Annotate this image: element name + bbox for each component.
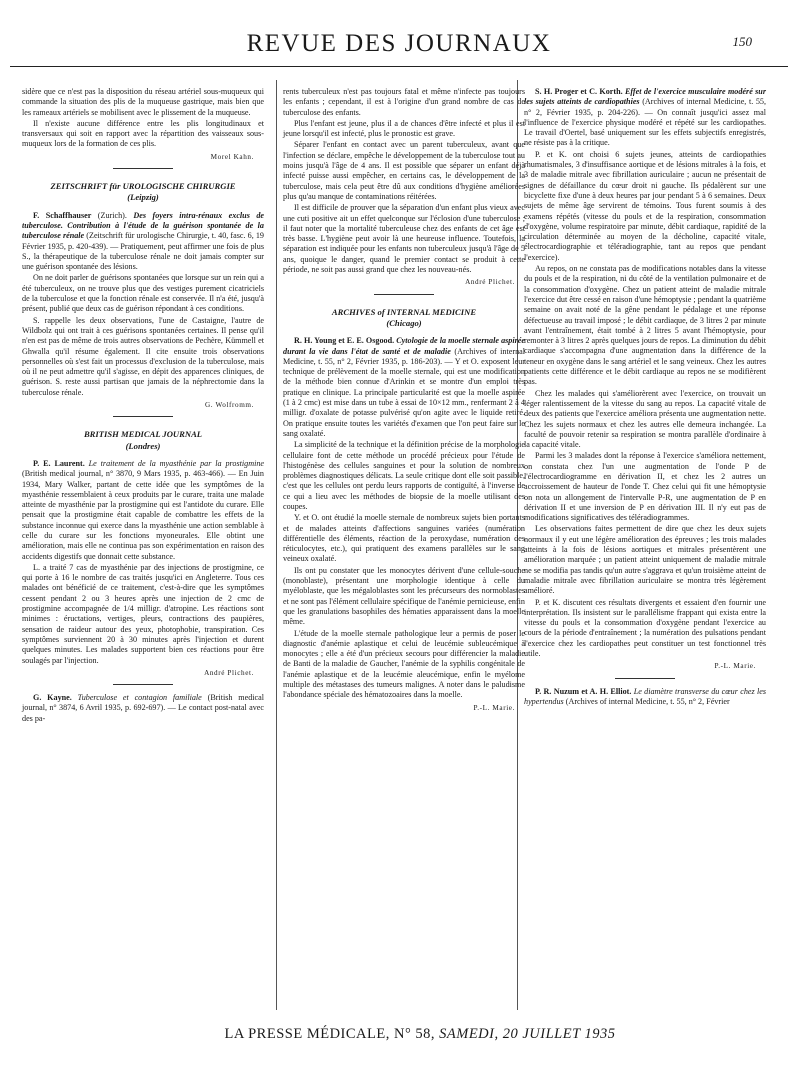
paragraph: On ne doit parler de guérisons spontanées que lorsque sur un rein qui a été tuberculeux, on ne trouve plus que des vestiges purement cicatriciels de la tuberculose et que la fonction rénale est conservée. Il n'a été, jusqu'à présent, publié que deux cas de guérison répondant à ces conditions. [22,273,264,314]
journal-name: ARCHIVES of INTERNAL MEDICINE [331,306,477,317]
article-author: R. H. Young et E. E. Osgood. [294,336,395,346]
journal-city: (Londres) [125,440,161,451]
footer-publication: LA PRESSE MÉDICALE, N° 58, [224,1026,440,1042]
article [524,87,766,659]
paragraph: S. rappelle les deux observations, l'une de Castaigne, l'autre de Wildbolz qui ont trait à ces guérisons spontanées certaines. Il pense qu'il n'en est pas de même de trois autres observations de Pechère, Kümmell et Ghwalla qu'il résume également. Il cite ensuite trois observations personnelles où s'est fait un processus d'exclusion de la tuberculose, mais où il ne peut admettre qu'il s'agisse, en dépit des apparences cliniques, de guérison. S. reste aussi partisan que jamais de la néphrectomie dans la tuberculose rénale. [22,315,264,397]
divider [113,684,173,685]
journal-city: (Chicago) [386,317,422,328]
article-author: P. R. Nuzum et A. H. Elliot. [535,686,632,696]
article-text: (Archives of internal Medicine, t. 55, n° 2, Février 1935, p. 186-203). — Y et O. exposent leur technique de prélèvement de la moelle sternale, qui est une modification de la méthode bien connue d'Arinkin et se montre d'un emploi très pratique en clinique. La principale particularité est que la moelle aspirée (1 à 2 cmc) est mise dans un tube à essai de 10×12 mm., renfermant 2 à 4 milligr. d'oxalate de potasse pulvérisé qu'on agite avec le liquide retiré. On pratique ensuite toutes les variétés d'examen que l'on peut faire sur le sang oxalaté. [283,346,525,438]
column-right [524,87,766,708]
paragraph: Plus l'enfant est jeune, plus il a de chances d'être infecté et plus il est jeune lorsqu'il est infecté, plus le pronostic est grave. [283,118,525,139]
journal-section-title: REVUE DES JOURNAUX [246,30,552,57]
paragraph: Au repos, on ne constata pas de modifications notables dans la vitesse du pouls et de la respiration, ni du côté de la ventilation pulmonaire et de la consommation d'oxygène. Chez un patient atteint de maladie mitrale l'exercice dut être cessé en raison d'une hémoptysie ; pendant la quatrième semaine on avait noté de la gêne pendant le pédalage et une réponse défectueuse au travail imposé ; le débit cardiaque, de 3 litres 2 par minute avant l'entraînement, était tombé à 2 litres 5 avant l'hémoptysie, pour remonter à 3 litres 2 après quelques jours de repos. La diminution du débit cardiaque s'accompagna d'une augmentation dans la différence de la teneur en oxygène dans le sang artériel et le sang veineux. Chez les autres patients cette différence et le débit cardiaque au repos ne se modifièrent pas. [524,264,766,387]
article-location: (Zurich). [91,210,134,220]
paragraph: Parmi les 3 malades dont la réponse à l'exercice s'améliora nettement, on constata chez l'un une augmentation de l'onde P de l'électrocardiogramme en dérivation II, et chez les 2 autres un accroissement de hauteur de l'onde T. Chez celui qui fit une hémoptysie on nota un allongement de l'intervalle P-R, une augmentation de P en dérivation II et une inversion de P en dérivation III. Il n'y eut pas de modifications significatives des téléradiogrammes. [524,451,766,523]
article-text: (British medical journal, n° 3870, 9 Mars 1935, p. 463-466). — En Juin 1934, Mary Walker, partant de cette idée que les symptômes de la myasthénie ressemblaient à ceux produits par le curare, traita une malade atteinte de myasthénie par la prostigmine qui est l'antidote du curare. Elle pensait que la prostigmine était capable de combattre les effets de la substance inconnue qui exerce dans la myasthénie une action semblable à celle du curare sur les fonctions myoneurales. Elle obtint une amélioration, mais elle ne continua pas son expérimentation en raison des accidents digestifs que donnait cette substance. [22,469,264,561]
article-author: G. Kayne. [33,693,72,703]
article-author: F. Schaffhauser [33,210,92,220]
paragraph: L'étude de la moelle sternale pathologique leur a permis de poser le diagnostic d'anémie aplastique et celui de leucémie subleucémique à monocytes ; elle a été d'un précieux secours pour différencier la maladie de Banti de la maladie de Gaucher, l'anémie de la syphilis congénitale de l'anémie aplastique et de la leucémie aleucémique, enfin le myélome multiple des métastases des tumeurs malignes. A noter dans le paludisme l'abondance spéciale des hématozoaires dans la moelle. [283,628,525,700]
article-text: (Archives of internal Medicine, t. 55, n° 2, Février 1935, p. 204-226). — On connaît jusqu'ici assez mal l'influence de l'exercice physique modéré et répété sur les cardiopathes. Le travail d'Oertel, basé uniquement sur les effets subjectifs enregistrés, ne résiste pas à la critique. [524,97,766,148]
article-text: (Zeitschrift für urologische Chirurgie, t. 40, fasc. 6, 19 Février 1935, p. 420-439). — Pratiquement, peut affirmer une fois de plus S., la thérapeutique de la tuberculose rénale ne doit jamais compter sur une guérison spontanée des lésions. [22,231,264,272]
article-title: Des foyers intra-rénaux exclus de tuberculose. Contribution à l'étude de la guérison spontanée de la tuberculose rénale [22,210,265,241]
paragraph: Il est difficile de prouver que la séparation d'un enfant plus vieux avec une cuti positive ait un effet quelconque sur l'éclosion d'une tuberculose ; il faut noter que la mortalité tuberculeuse chez des enfants de cet âge est très basse. L'hygiène peut avoir là une heureuse influence. Toutefois, la séparation est indiquée pour les enfants non tuberculeux jusqu'à l'âge de 5 ans, quoique le danger, quand le premier contact se produit à cette période, ne soit pas aussi grand que chez les nouveau-nés. [283,203,525,275]
article-title: Tuberculose et contagion familiale [71,693,202,703]
article-author: P. E. Laurent. [33,458,85,468]
paragraph: P. et K. discutent ces résultats divergents et essaient d'en fournir une interprétation. Ils insistent sur le parallélisme frappant qui exista entre la vitesse du pouls et la consommation d'oxygène pendant l'exercice au cours de la période d'entraînement ; la numération des pulsations pendant l'exercice chez les cardiopathes peut constituer un test fonctionnel très utile. [524,597,766,659]
page-header [10,28,788,67]
article-title: Effet de l'exercice musculaire modéré sur les sujets atteints de cardiopathies [524,87,766,107]
author-signature: André Plichet. [465,278,515,287]
article-author: S. H. Proger et C. Korth. [535,87,623,96]
journal-name: ZEITSCHRIFT für UROLOGISCHE CHIRURGIE [50,181,236,192]
article-text: (British medical journal, n° 3874, 6 Avril 1935, p. 692-697). — Le contact post-natal avec des pa- [22,693,265,723]
author-signature: G. Wolfromm. [204,401,254,410]
paragraph: Il n'existe aucune différence entre les plis longitudinaux et transversaux qui soit en rapport avec la répartition des vaisseaux sous-muqueux lors de la formation de ces plis. [22,118,264,149]
article-title: Le traitement de la myasthénie par la prostigmine [84,458,264,468]
paragraph: Y. et O. ont étudié la moelle sternale de nombreux sujets bien portants et de malades atteints d'affections sanguines variées (numération différentielle des éléments, réaction de la peroxydase, numération des réticulocytes, etc.), qui pratiquent des examens parallèles sur le sang veineux oxalaté. [283,513,525,564]
paragraph: L. a traité 7 cas de myasthénie par des injections de prostigmine, ce qui porte à 16 le nombre de cas traités jusqu'ici en Angleterre. Tous ces malades ont bénéficié de ce traitement, c'est-à-dire que les symptômes cessent pendant 2 ou 3 heures après une injection de 2 cmc de prostigmine accompagnée de 1/4 milligr. d'atropine. Les réactions sont minimes : éructations, vertiges, pleurs, contractions des paupières, sensation de raideur autour des yeux, photophobie, transpiration. Ces symptômes surviennent 20 à 30 minutes après l'injection et durent quelques minutes. Les malades supportent bien ces réactions pour être soulagés par l'injection. [22,562,264,665]
column-divider [276,80,277,1010]
footer-date: SAMEDI, 20 JUILLET 1935 [439,1026,616,1042]
article [283,336,525,700]
column-left [22,87,264,725]
author-signature: André Plichet. [204,668,254,677]
paragraph: Séparer l'enfant en contact avec un parent tuberculeux, avant que l'infection se déclare, empêche le développement de la tuberculose tout au moins jusqu'à l'âge de 4 ans. Il est possible que séparer un enfant déjà infecté puisse aussi empêcher, en certains cas, le développement de la tuberculose, mais cela peut être dû aux conditions d'hygiène améliorées plus qu'au manque de contaminations réitérées. [283,140,525,201]
divider [113,168,173,169]
journal-name: BRITISH MEDICAL JOURNAL [83,429,203,440]
author-signature: P.-L. Marie. [473,703,515,712]
article-title: Cytologie de la moelle sternale aspirée durant la vie dans l'état de santé et de maladie [283,336,525,356]
article [22,693,264,724]
paragraph: La simplicité de la technique et la définition précise de la morphologie cellulaire font de cette méthode un procédé précieux pour l'étude de l'histogénèse des cellules sanguines et pour la solution de nombreux problèmes diagnostiques délicats. La seule critique dont elle soit passible, c'est que les cellules ont perdu leurs rapports de contiguïté, à l'inverse de ce qui a lieu avec les méthodes de biopsie de la moelle utilisant des coupes. [283,440,525,511]
article [22,459,264,666]
divider [113,416,173,417]
paragraph: Chez les malades qui s'améliorèrent avec l'exercice, on trouvait un léger ralentissement de la vitesse du sang au repos. La capacité vitale de deux des patients que l'exercice améliora présenta une augmentation nette. Chez les sujets normaux et chez les autres elle demeura inchangée. La faculté de pouvoir retenir sa respiration se montra parallèle d'ordinaire à la capacité vitale. [524,388,766,450]
paragraph: Ils ont pu constater que les monocytes dérivent d'une cellule-souche (monoblaste), présentant une morphologie identique à celle du myéloblaste, que les mégaloblastes sont les précurseurs des normoblastes et ne sont pas l'élément cellulaire spécifique de l'anémie pernicieuse, enfin que les granulations basophiles des hématies apparaissent dans la moelle même. [283,565,525,627]
divider [374,294,434,295]
article-title: Le diamètre transverse du cœur chez les hypertendus [524,686,766,706]
author-signature: Morel Kahn. [210,152,254,161]
author-signature: P.-L. Marie. [714,662,756,671]
paragraph: Les observations faites permettent de dire que chez les deux sujets normaux il y eut une légère amélioration des épreuves ; les trois malades atteints à la fois de lésions aortiques et mitrales présentèrent une amélioration marquée ; un patient atteint uniquement de maladie mitrale ne se modifia pas tandis qu'un autre s'aggrava et qu'un troisième atteint de maladie mitrale avec fibrillation auriculaire se montra très légèrement amélioré. [524,524,766,596]
paragraph: P. et K. ont choisi 6 sujets jeunes, atteints de cardiopathies rhumatismales, 3 d'insuffisance aortique et de lésions mitrales à la fois, et 3 de maladie mitrale avec fibrillation auriculaire ; aucun ne présentait de signes de défaillance du cœur droit ni gauche. Ils pédalèrent sur une bicyclette fixe d'une à deux heures par jour pendant 5 à 6 semaines. Deux sujets de même âge servirent de témoins. Tous furent soumis à des examens répétés (vitesse du pouls et de la respiration, consommation d'oxygène, volume respiratoire par minute, débit cardiaque, rapidité de la circulation déterminée au moyen de la décholine, capacité vitale, électrocardiographie et téléradiographie, tant au repos que pendant l'exercice). [524,149,766,262]
journal-city: (Leipzig) [127,192,159,203]
page-footer [100,1026,740,1043]
article-text: (Archives of internal Medicine, t. 55, n° 2, Février [563,696,730,706]
article [524,687,766,708]
column-middle [283,87,525,717]
page-number: 150 [732,34,752,49]
article [22,211,264,398]
paragraph: rents tuberculeux n'est pas toujours fatal et même n'infecte pas toujours les enfants ; cependant, il est à l'origine d'un grand nombre de cas de tuberculose des enfants. [283,87,525,117]
paragraph: sidère que ce n'est pas la disposition du réseau artériel sous-muqueux qui commande la situation des plis de la muqueuse gastrique, mais bien que les rameaux artériels se mobilisent avec le plissement de la muqueuse. [22,87,264,117]
divider [615,678,675,679]
